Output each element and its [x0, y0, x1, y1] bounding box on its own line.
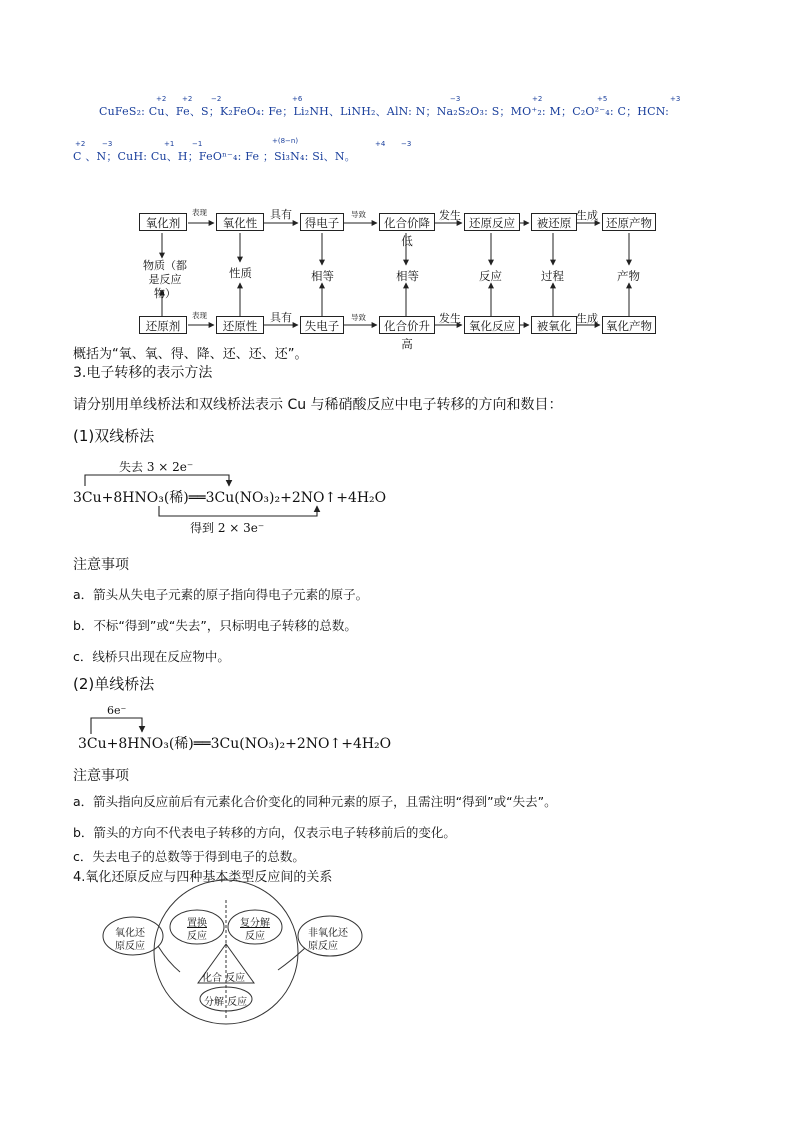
valence-mark: +2	[75, 140, 86, 148]
section-4-title: 4.氧化还原反应与四种基本类型反应间的关系	[73, 870, 333, 885]
flow-middle-equal: 相等	[311, 269, 334, 283]
valence-mark: +2	[532, 95, 543, 103]
single-note-b: b．箭头的方向不代表电子转移的方向，仅表示电子转移前后的变化。	[73, 825, 456, 840]
flow-box-oxidation-product: 氧化产物	[602, 316, 656, 334]
single-note-a: a．箭头指向反应前后有元素化合价变化的同种元素的原子，且需注明“得到”或“失去”。	[73, 794, 557, 809]
flow-middle-product: 产物	[617, 269, 640, 283]
flow-box-valence-decrease: 化合价降低	[379, 213, 435, 231]
arrow-label-occur: 发生	[439, 312, 461, 325]
flow-box-oxidation-reaction: 氧化反应	[464, 316, 520, 334]
arrow-label-cause: 导致	[351, 210, 366, 219]
valence-mark: −3	[450, 95, 461, 103]
valence-mark: +4	[375, 140, 386, 148]
double-bridge-equation: 3Cu+8HNO₃(稀)══3Cu(NO₃)₂+2NO↑+4H₂O	[73, 490, 387, 506]
flow-box-oxidizing-property: 氧化性	[216, 213, 264, 231]
flow-box-oxidized: 被氧化	[531, 316, 577, 334]
displacement-line-2: 反应	[187, 931, 207, 942]
arrow-label-manifest: 表现	[192, 311, 207, 320]
bubble-redox-line-2: 原反应	[115, 941, 145, 952]
double-note-a: a．箭头从失电子元素的原子指向得电子元素的原子。	[73, 587, 369, 602]
flow-box-reduction-reaction: 还原反应	[464, 213, 520, 231]
single-note-c: c．失去电子的总数等于得到电子的总数。	[73, 849, 305, 864]
notes-title: 注意事项	[73, 768, 129, 784]
double-bridge-title: (1)双线桥法	[73, 427, 155, 445]
double-note-b: b．不标“得到”或“失去”，只标明电子转移的总数。	[73, 618, 357, 633]
arrow-label-produce: 生成	[576, 209, 598, 222]
flow-box-reducing-property: 还原性	[216, 316, 264, 334]
combination-label: 化合 反应	[202, 973, 246, 984]
flow-middle-equal: 相等	[396, 269, 419, 283]
summary-text: 概括为“氧、氧、得、降、还、还、还”。	[73, 347, 308, 362]
valence-mark: −3	[401, 140, 412, 148]
flow-box-reductant: 还原剂	[139, 316, 187, 334]
valence-mark: −3	[102, 140, 113, 148]
bubble-non-redox-line-1: 非氧化还	[308, 928, 348, 939]
valence-mark: −2	[211, 95, 222, 103]
arrow-label-produce: 生成	[576, 312, 598, 325]
valence-line-2-text: C 、N；CuH: Cu、H；FeOⁿ⁻₄: Fe ；Si₃N₄: Si、N。	[73, 150, 356, 163]
valence-line-1-text: CuFeS₂: Cu、Fe、S；K₂FeO₄: Fe；Li₂NH、LiNH₂、AlN: N；Na₂S₂O₃: S；MO⁺₂: M；C₂O²⁻₄: C；HCN:	[99, 105, 670, 118]
double-decomposition-line-1: 复分解	[240, 918, 270, 929]
double-bridge-lost-label: 失去 3 × 2e⁻	[119, 460, 194, 474]
flow-box-oxidant: 氧化剂	[139, 213, 187, 231]
section-3-title: 3.电子转移的表示方法	[73, 365, 213, 381]
flow-middle-reaction: 反应	[479, 269, 502, 283]
single-bridge-equation: 3Cu+8HNO₃(稀)══3Cu(NO₃)₂+2NO↑+4H₂O	[78, 736, 392, 752]
section-3-intro: 请分别用单线桥法和双线桥法表示 Cu 与稀硝酸反应中电子转移的方向和数目：	[73, 397, 563, 413]
displacement-line-1: 置换	[187, 918, 207, 929]
notes-title: 注意事项	[73, 557, 129, 573]
double-note-c: c．线桥只出现在反应物中。	[73, 649, 230, 664]
double-decomposition-line-2: 反应	[245, 931, 265, 942]
valence-mark: +5	[597, 95, 608, 103]
flow-middle-property: 性质	[229, 266, 252, 280]
arrow-label-manifest: 表现	[192, 208, 207, 217]
flow-box-gain-electrons: 得电子	[300, 213, 344, 231]
valence-mark: −1	[192, 140, 203, 148]
arrow-label-have: 具有	[270, 311, 292, 324]
single-bridge-label: 6e⁻	[107, 704, 127, 717]
arrow-label-have: 具有	[270, 208, 292, 221]
double-bridge-gain-label: 得到 2 × 3e⁻	[190, 521, 265, 535]
flow-middle-process: 过程	[541, 269, 564, 283]
valence-mark: +3	[670, 95, 681, 103]
valence-mark: +(8−n)	[272, 137, 299, 145]
decomposition-label: 分解 反应	[204, 997, 248, 1008]
bubble-non-redox-line-2: 原反应	[308, 941, 338, 952]
single-bridge-title: (2)单线桥法	[73, 675, 155, 693]
valence-mark: +1	[164, 140, 175, 148]
flow-box-lose-electrons: 失电子	[300, 316, 344, 334]
flow-middle-substance: 物质（都是反应物）	[143, 259, 187, 300]
valence-mark: +2	[182, 95, 193, 103]
valence-mark: +6	[292, 95, 303, 103]
flow-box-reduction-product: 还原产物	[602, 213, 656, 231]
bubble-redox-line-1: 氧化还	[115, 928, 145, 939]
arrow-label-cause: 导致	[351, 313, 366, 322]
arrow-label-occur: 发生	[439, 209, 461, 222]
flow-box-valence-increase: 化合价升高	[379, 316, 435, 334]
flow-box-reduced: 被还原	[531, 213, 577, 231]
valence-mark: +2	[156, 95, 167, 103]
